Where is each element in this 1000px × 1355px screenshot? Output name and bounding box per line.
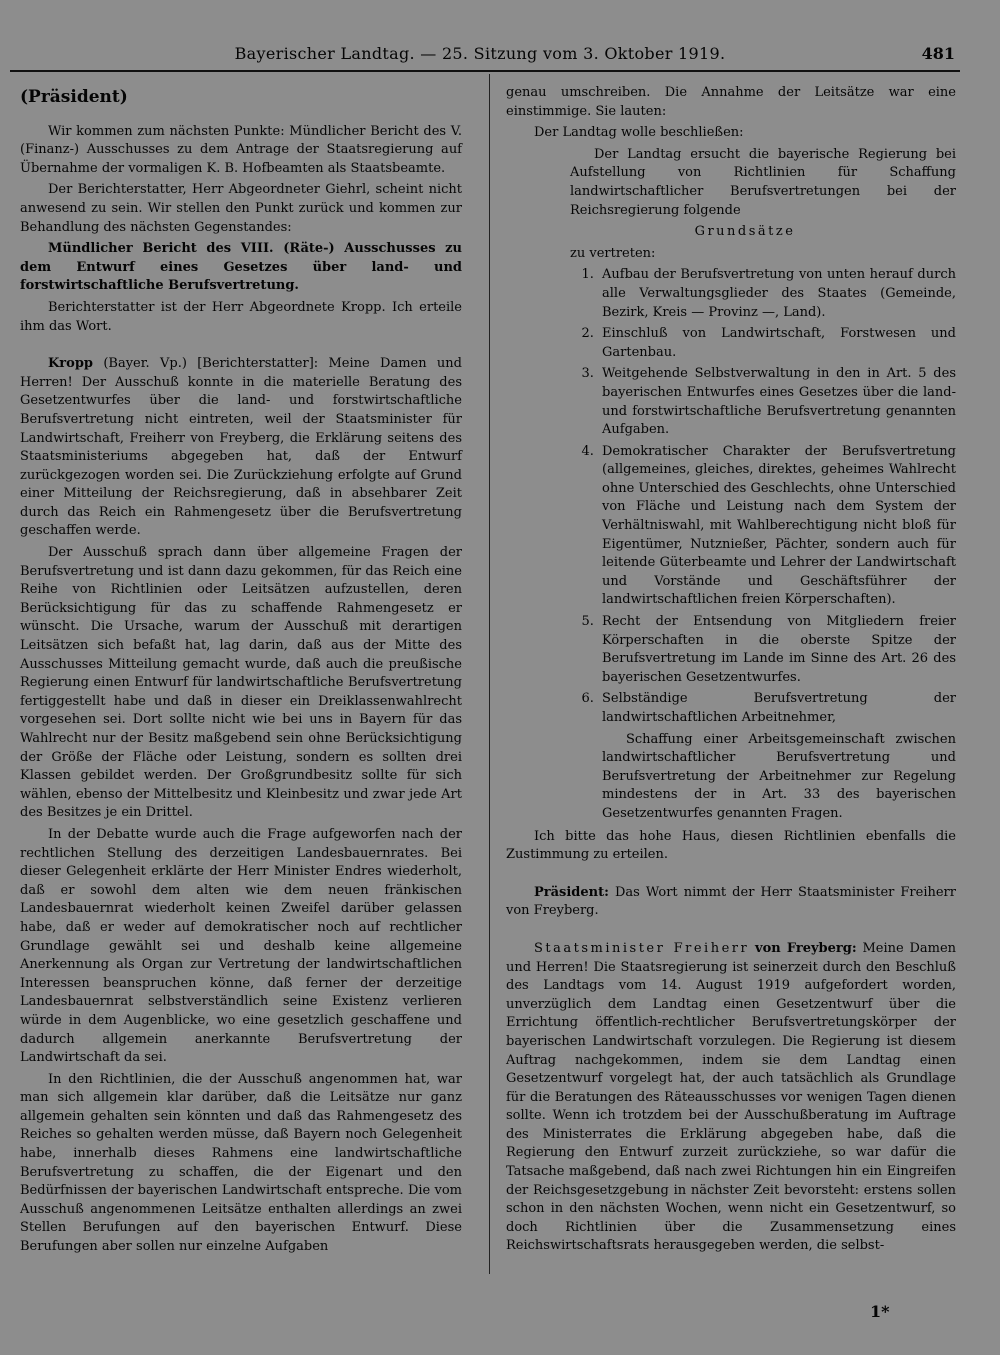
paragraph: genau umschreiben. Die Annahme der Leitsätze war eine einstimmige. Sie lauten: bbox=[506, 85, 956, 119]
spacer bbox=[506, 868, 956, 884]
speaker-name: Kropp bbox=[48, 356, 93, 372]
paragraph: Ich bitte das hohe Haus, diesen Richtlinien ebenfalls die Zustimmung zu erteilen. bbox=[506, 828, 956, 863]
paragraph: In der Debatte wurde auch die Frage aufgeworfen nach der rechtlichen Stellung des derzeitigen Landesbauernrates. Bei dieser Gelegenheit erklärte der Herr Minister Endres wiederholt, daß er sowohl dem alten wie dem neuen fränkischen Landesbauernrat wiederholt keinen Zweifel darüber gelassen habe, daß er weder auf demokratischer noch auf rechtlicher Grundlage gewählt sei und deshalb keine allgemeine Anerkennung als Organ zur Vertretung der landwirtschaftlichen Interessen beanspruchen könne, daß ferner der derzeitige Landesbauernrat selbstverständlich seine Existenz verlieren würde in dem Augenblicke, wo eine gesetzlich geschaffene und dadurch allgemein anerkannte Berufsvertretung der Landwirtschaft da sei. bbox=[20, 826, 462, 1066]
resolution-block bbox=[506, 146, 956, 220]
speech-text: (Bayer. Vp.) [Berichterstatter]: Meine Damen und Herren! Der Ausschuß konnte in die materielle Beratung des Gesetzentwurfes über die land- und forstwirtschaftliche Berufsvertretung nicht eintreten, weil der Staatsminister für Landwirtschaft, Freiherr von Freyberg, die Erklärung seitens des Staatsministeriums abgegeben hat, daß der Entwurf zurückgezogen worden sei. Die Zurückziehung erfolgte auf Grund einer Mitteilung der Reichsregierung, daß in absehbarer Zeit durch das Reich ein Rahmengesetz über die Berufsvertretung geschaffen werde. bbox=[20, 356, 462, 539]
speaker-name: Präsident: bbox=[534, 884, 609, 900]
list-item bbox=[598, 690, 956, 823]
list-item: 4. Demokratischer Charakter der Berufsvertretung (allgemeines, gleiches, direktes, geheimes Wahlrecht ohne Unterschied des Geschlechts, ohne Unterschied von Fläche und Leistung nach dem System der Verhältniswahl, mit Wahlberechtigung nicht bloß für Eigentümer, Nutznießer, Pächter, sondern auch für leitende Güterbeamte und Lehrer der Landwirtschaft und Vorstände und Geschäftsführer der landwirtschaftlichen freien Körperschaften). bbox=[598, 443, 956, 610]
list-item: 5. Recht der Entsendung von Mitgliedern freier Körperschaften in die oberste Spitze der Berufsvertretung im Lande im Sinne des Art. 26 des bayerischen Gesetzentwurfes. bbox=[598, 613, 956, 687]
left-column bbox=[20, 84, 462, 1260]
column-divider bbox=[489, 74, 490, 1274]
right-column bbox=[506, 84, 956, 1259]
paragraph: Der Berichterstatter, Herr Abgeordneter Giehrl, scheint nicht anwesend zu sein. Wir stellen den Punkt zurück und kommen zur Behandlung des nächsten Gegenstandes: bbox=[20, 182, 462, 235]
speaker-tag: (Präsident) bbox=[20, 87, 128, 107]
speech-text: Das Wort nimmt der Herr Staatsminister Freiherr von Freyberg. bbox=[506, 884, 956, 919]
header-rule bbox=[10, 70, 960, 72]
signature-mark: 1* bbox=[870, 1302, 890, 1321]
running-title: Bayerischer Landtag. — 25. Sitzung vom 3. Oktober 1919. bbox=[234, 44, 726, 63]
speaker-name: von Freyberg: bbox=[755, 940, 857, 956]
running-header bbox=[0, 44, 1000, 68]
paragraph: Der Landtag wolle beschließen: bbox=[534, 125, 744, 141]
list-subparagraph: Schaffung einer Arbeitsgemeinschaft zwischen landwirtschaftlicher Berufsvertretung und Berufsvertretung der Arbeitnehmer zur Regelung mindestens der in Art. 33 des bayerischen Gesetzentwurfes genannten Fragen. bbox=[602, 731, 956, 821]
paragraph: Berichterstatter ist der Herr Abgeordnete Kropp. Ich erteile ihm das Wort. bbox=[20, 299, 462, 334]
page-number: 481 bbox=[921, 44, 955, 63]
paragraph: Der Landtag ersucht die bayerische Regierung bei Aufstellung von Richtlinien für Schaffung landwirtschaftlicher Berufsvertretungen bei der Reichsregierung folgende bbox=[570, 146, 956, 218]
grundsaetze-heading: Grundsätze bbox=[694, 224, 796, 240]
list-item: 3. Weitgehende Selbstverwaltung in den in Art. 5 des bayerischen Entwurfes eines Gesetzes über die land- und forstwirtschaftliche Berufsvertretung genannten Aufgaben. bbox=[598, 365, 956, 439]
paragraph: In den Richtlinien, die der Ausschuß angenommen hat, war man sich allgemein klar darüber, daß die Leitsätze nur ganz allgemein gehalten sein könnten und daß das Rahmengesetz des Reiches so gehalten werden müsse, daß Bayern noch Gelegenheit habe, innerhalb dieses Rahmens eine landwirtschaftliche Berufsvertretung zu schaffen, die der Eigenart und den Bedürfnissen der bayerischen Landwirtschaft entspreche. Die vom Ausschuß angenommenen Leitsätze enthalten allerdings an zwei Stellen Berufungen auf den bayerischen Entwurf. Diese Berufungen aber sollen nur einzelne Aufgaben bbox=[20, 1071, 462, 1255]
speech-paragraph bbox=[506, 884, 956, 921]
speech-paragraph bbox=[20, 355, 462, 541]
list-item: 2. Einschluß von Landwirtschaft, Forstwesen und Gartenbau. bbox=[598, 325, 956, 362]
spacer bbox=[20, 339, 462, 355]
principles-list bbox=[506, 266, 956, 823]
paragraph: Der Ausschuß sprach dann über allgemeine Fragen der Berufsvertretung und ist dann dazu gekommen, für das Reich eine Reihe von Richtlinien oder Leitsätzen aufzustellen, deren Berücksichtigung für das zu schaffende Rahmengesetz er wünscht. Die Ursache, warum der Ausschuß mit derartigen Leitsätzen sich befaßt hat, lag darin, daß aus der Mitte des Ausschusses Mitteilung gemacht wurde, daß auch die preußische Regierung einen Entwurf für landwirtschaftliche Berufsvertretung fertiggestellt habe und daß in dieser ein Dreiklassenwahlrecht vorgesehen sei. Dort sollte nicht wie bei uns in Bayern für das Wahlrecht nur der Besitz maßgebend sein ohne Berücksichtigung der Größe der Fläche oder Leistung, sondern es sollten drei Klassen gebildet werden. Der Großgrundbesitz sollte für sich wählen, ebenso der Mittelbesitz und Kleinbesitz und zwar jede Art des Besitzes je ein Drittel. bbox=[20, 545, 462, 821]
list-item: 1. Aufbau der Berufsvertretung von unten herauf durch alle Verwaltungsglieder des Staates (Gemeinde, Bezirk, Kreis — Provinz —, Land). bbox=[598, 266, 956, 322]
spacer bbox=[506, 924, 956, 940]
speech-paragraph bbox=[506, 940, 956, 1256]
agenda-heading: Mündlicher Bericht des VIII. (Räte-) Ausschusses zu dem Entwurf eines Gesetzes über land- und forstwirtschaftliche Berufsvertretung. bbox=[20, 241, 462, 294]
list-item-text: Selbständige Berufsvertretung der landwirtschaftlichen Arbeitnehmer, bbox=[602, 691, 956, 725]
speaker-title: Staatsminister Freiherr bbox=[534, 940, 750, 956]
paragraph: zu vertreten: bbox=[570, 245, 656, 261]
paragraph: Wir kommen zum nächsten Punkte: Mündlicher Bericht des V. (Finanz-) Ausschusses zu dem Antrage der Staatsregierung auf Übernahme der vormaligen K. B. Hofbeamten als Staatsbeamte. bbox=[20, 123, 462, 176]
speech-text: Meine Damen und Herren! Die Staatsregierung ist seinerzeit durch den Beschluß des Landtags vom 14. August 1919 aufgefordert worden, unverzüglich dem Landtag einen Gesetzentwurf über die Errichtung öffentlich-rechtlicher Berufsvertretungskörper der bayerischen Landwirtschaft vorzulegen. Die Regierung ist diesem Auftrag nachgekommen, indem sie dem Landtag einen Gesetzentwurf vorgelegt hat, der auch tatsächlich als Grundlage für die Beratungen des Räteausschusses vor wenigen Tagen dienen sollte. Wenn ich trotzdem bei der Ausschußberatung im Auftrage des Ministerrates die Erklärung abgegeben habe, daß die Regierung den Entwurf zurzeit zurückziehe, so war dafür die Tatsache maßgebend, daß nach zwei Richtungen hin ein Eingreifen der Reichsgesetzgebung in nächster Zeit bevorsteht: erstens sollen schon in den nächsten Wochen, wenn nicht ein Gesetzentwurf, so doch Richtlinien über die Zusammensetzung eines Reichswirtschaftsrats herausgegeben werden, die selbst- bbox=[506, 940, 957, 1254]
